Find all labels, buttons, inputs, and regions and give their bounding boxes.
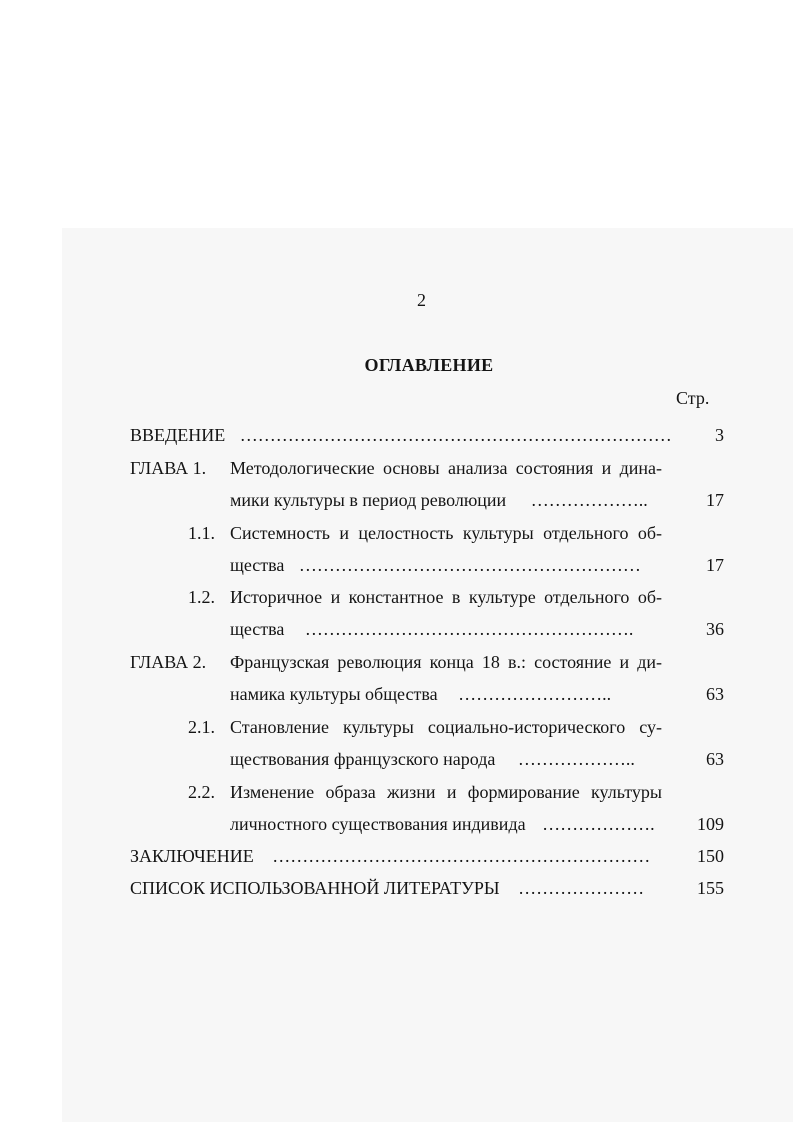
- entry-number: 1.2.: [188, 587, 215, 607]
- entry-title-line2: щества: [230, 555, 285, 575]
- leader-dots: ……………………………………………….: [304, 619, 634, 639]
- entry-label: ВВЕДЕНИЕ: [130, 425, 226, 445]
- leader-dots: ………………..: [530, 490, 648, 510]
- entry-page: 63: [706, 749, 724, 769]
- entry-title-line2: намика культуры общества: [230, 684, 438, 704]
- entry-page: 155: [697, 878, 724, 898]
- entry-title-line1: Историчное и константное в культуре отдельного об-: [230, 587, 662, 607]
- entry-page: 17: [706, 490, 724, 510]
- leader-dots: ……………….: [542, 814, 655, 834]
- leader-dots: ………………………………………………………: [272, 846, 651, 866]
- entry-page: 17: [706, 555, 724, 575]
- entry-title-line1: Французская революция конца 18 в.: состояние и ди-: [230, 652, 662, 672]
- entry-title-line2: ществования французского народа: [230, 749, 496, 769]
- entry-title-line1: Изменение образа жизни и формирование культуры: [230, 782, 662, 802]
- entry-number: 1.1.: [188, 523, 215, 543]
- page-column-header: Стр.: [676, 388, 710, 408]
- entry-page: 36: [706, 619, 724, 639]
- entry-title-line2: личностного существования индивида: [230, 814, 526, 834]
- page-number: 2: [417, 290, 426, 310]
- entry-number: 2.1.: [188, 717, 215, 737]
- entry-title-line1: Становление культуры социально-исторического су-: [230, 717, 662, 737]
- entry-title-line2: мики культуры в период революции: [230, 490, 507, 510]
- entry-page: 150: [697, 846, 724, 866]
- leader-dots: …………………: [518, 878, 645, 898]
- toc-title: ОГЛАВЛЕНИЕ: [364, 355, 494, 375]
- entry-title-line2: щества: [230, 619, 285, 639]
- entry-page: 109: [697, 814, 724, 834]
- entry-number: ГЛАВА 2.: [130, 652, 207, 672]
- entry-label: СПИСОК ИСПОЛЬЗОВАННОЙ ЛИТЕРАТУРЫ: [130, 878, 500, 898]
- entry-title-line1: Методологические основы анализа состояния и дина-: [230, 458, 662, 478]
- leader-dots: ………………..: [517, 749, 635, 769]
- entry-page: 63: [706, 684, 724, 704]
- entry-label: ЗАКЛЮЧЕНИЕ: [130, 846, 254, 866]
- entry-title-line1: Системность и целостность культуры отдельного об-: [230, 523, 662, 543]
- leader-dots: …………………………………………………: [298, 555, 641, 575]
- entry-number: ГЛАВА 1.: [130, 458, 207, 478]
- leader-dots: ………………………………………………………………: [239, 425, 672, 445]
- leader-dots: ……………………..: [458, 684, 612, 704]
- entry-number: 2.2.: [188, 782, 215, 802]
- entry-page: 3: [715, 425, 724, 445]
